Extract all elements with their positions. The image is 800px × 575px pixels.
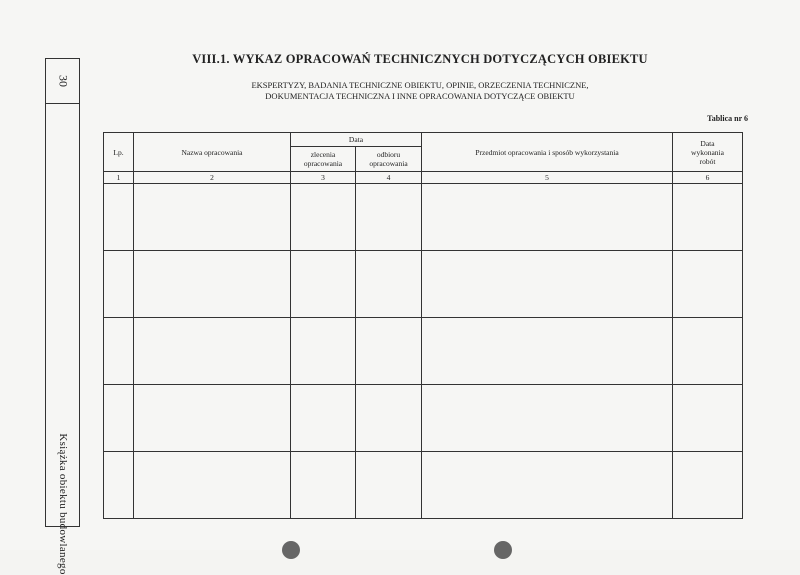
cell-date-order[interactable]: [291, 452, 356, 519]
table-row: [104, 251, 743, 318]
header-subject: Przedmiot opracowania i sposób wykorzystania: [422, 133, 673, 172]
page-number-box: [46, 59, 79, 104]
cell-name[interactable]: [134, 385, 291, 452]
cell-works-date[interactable]: [673, 318, 743, 385]
header-works-date-line-2: wykonania: [691, 147, 724, 157]
punch-hole: [282, 541, 300, 559]
column-index: 5: [422, 172, 673, 184]
header-date-order: [291, 147, 356, 172]
cell-works-date[interactable]: [673, 452, 743, 519]
cell-lp[interactable]: [104, 452, 134, 519]
book-title: Książka obiektu budowlanego: [56, 433, 69, 575]
cell-name[interactable]: [134, 251, 291, 318]
table-row: [104, 184, 743, 251]
column-index: 6: [673, 172, 743, 184]
column-index-row: [104, 172, 743, 184]
cell-date-receipt[interactable]: [356, 452, 422, 519]
cell-lp[interactable]: [104, 385, 134, 452]
cell-subject[interactable]: [422, 385, 673, 452]
subtitle-line-1: EKSPERTYZY, BADANIA TECHNICZNE OBIEKTU, OPINIE, ORZECZENIA TECHNICZNE,: [251, 80, 589, 90]
header-date-order-line-2: opracowania: [303, 159, 343, 168]
cell-date-order[interactable]: [291, 318, 356, 385]
cell-lp[interactable]: [104, 184, 134, 251]
side-strip: [45, 58, 80, 575]
cell-date-receipt[interactable]: [356, 184, 422, 251]
table-row: [104, 385, 743, 452]
cell-name[interactable]: [134, 452, 291, 519]
subtitle-line-2: DOKUMENTACJA TECHNICZNA I INNE OPRACOWANIA DOTYCZĄCE OBIEKTU: [265, 91, 575, 101]
cell-date-receipt[interactable]: [356, 318, 422, 385]
table-row: [104, 318, 743, 385]
cell-date-receipt[interactable]: [356, 385, 422, 452]
cell-name[interactable]: [134, 184, 291, 251]
column-index: 3: [291, 172, 356, 184]
header-date-receipt-line-2: opracowania: [369, 159, 408, 168]
header-works-date-line-1: Data: [700, 138, 715, 148]
cell-date-order[interactable]: [291, 385, 356, 452]
table-label: Tablica nr 6: [707, 114, 748, 123]
page-number: 30: [56, 75, 70, 87]
page-title: VIII.1. WYKAZ OPRACOWAŃ TECHNICZNYCH DOTYCZĄCYCH OBIEKTU: [192, 52, 648, 66]
cell-date-order[interactable]: [291, 184, 356, 251]
table-row: [104, 452, 743, 519]
page-subtitle: [150, 80, 690, 102]
column-index: 2: [134, 172, 291, 184]
header-date-order-line-1: zlecenia: [310, 150, 336, 159]
cell-date-receipt[interactable]: [356, 251, 422, 318]
header-lp: Lp.: [104, 133, 134, 172]
cell-works-date[interactable]: [673, 184, 743, 251]
cell-subject[interactable]: [422, 251, 673, 318]
cell-subject[interactable]: [422, 318, 673, 385]
cell-lp[interactable]: [104, 318, 134, 385]
column-index: 1: [104, 172, 134, 184]
header-works-date-line-3: robót: [699, 156, 716, 166]
cell-works-date[interactable]: [673, 385, 743, 452]
cell-name[interactable]: [134, 318, 291, 385]
cell-date-order[interactable]: [291, 251, 356, 318]
cell-works-date[interactable]: [673, 251, 743, 318]
cell-subject[interactable]: [422, 452, 673, 519]
header-date-receipt-line-1: odbioru: [376, 150, 401, 159]
header-works-date: [673, 133, 743, 172]
cell-subject[interactable]: [422, 184, 673, 251]
header-date-group: Data: [291, 133, 422, 147]
column-index: 4: [356, 172, 422, 184]
cell-lp[interactable]: [104, 251, 134, 318]
header-date-receipt: [356, 147, 422, 172]
header-name: Nazwa opracowania: [134, 133, 291, 172]
header-row-1: [104, 133, 743, 147]
records-table: [103, 132, 743, 519]
punch-hole: [494, 541, 512, 559]
